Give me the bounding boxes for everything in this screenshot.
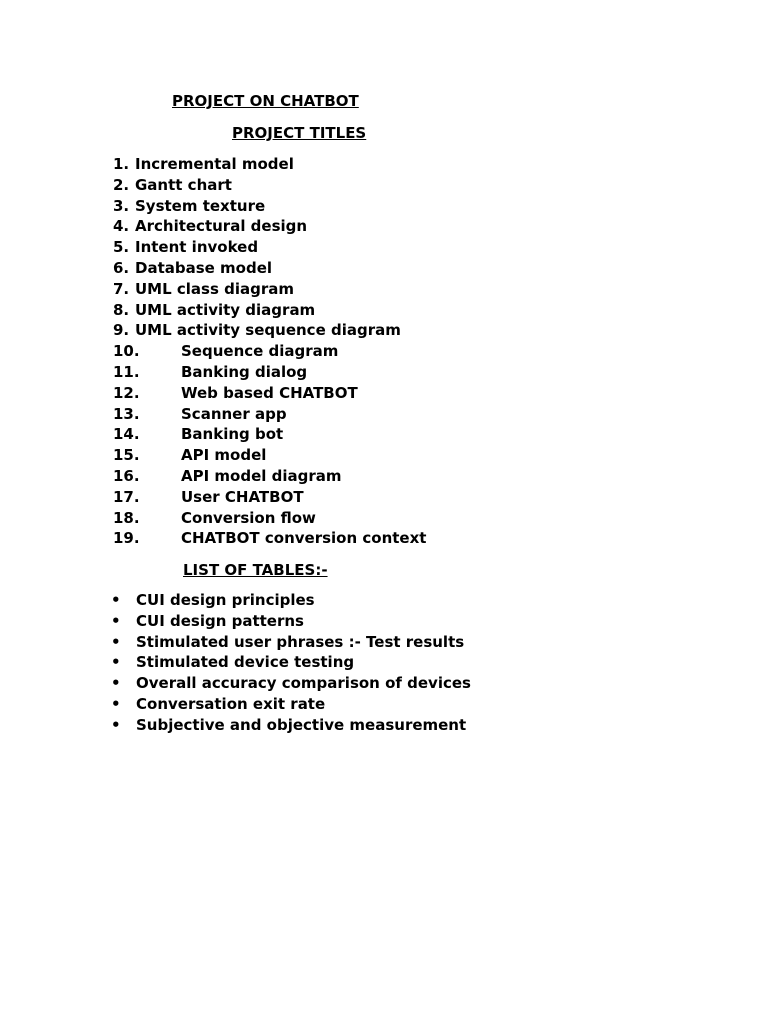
bullet-icon: • [111,611,121,630]
list-item-text: Conversation exit rate [136,694,326,713]
list-item-text: Incremental model [135,155,294,173]
list-item [111,652,471,673]
list-item-number: 6. [113,258,130,277]
list-item-text: Intent invoked [135,238,259,257]
list-item-text: Scanner app [181,404,287,423]
list-item-text: UML activity sequence diagram [135,321,401,340]
list-item [113,154,426,175]
list-item [111,611,471,632]
list-item-number: 9. [113,321,130,340]
list-item-text: UML activity diagram [135,300,316,319]
list-item [113,341,426,362]
bullet-icon: • [111,715,121,734]
list-item [113,362,426,383]
list-item-number: 12. [113,383,140,402]
project-titles-heading: PROJECT TITLES [232,124,367,142]
list-item-number: 14. [113,425,140,444]
document-title: PROJECT ON CHATBOT [172,92,359,110]
list-item [111,590,471,611]
list-item-number: 19. [113,529,140,548]
list-item-number: 1. [113,155,130,173]
list-item-number: 3. [113,196,130,215]
list-item-text: Overall accuracy comparison of devices [136,674,471,693]
list-item-text: API model [181,446,267,465]
list-item-number: 13. [113,404,140,423]
list-item-text: Sequence diagram [181,342,339,361]
list-item-number: 17. [113,487,140,506]
list-item [113,320,426,341]
list-item-text: Gantt chart [135,175,232,194]
list-item-text: API model diagram [181,466,342,485]
list-item [113,424,426,445]
list-item-number: 18. [113,508,140,527]
project-titles-list [113,154,426,549]
list-item-text: Database model [135,258,273,277]
list-item-number: 16. [113,466,140,485]
list-item-number: 8. [113,300,130,319]
list-item-text: UML class diagram [135,279,295,298]
list-item [111,673,471,694]
list-item-text: Architectural design [135,217,308,236]
list-item-text: Subjective and objective measurement [136,715,467,734]
list-item-text: Banking dialog [181,362,308,381]
list-item-text: CHATBOT conversion context [181,529,427,548]
list-item [113,279,426,300]
list-item [113,508,426,529]
list-item-number: 5. [113,238,130,257]
list-item-number: 15. [113,446,140,465]
list-item-number: 10. [113,342,140,361]
list-item-text: User CHATBOT [181,487,304,506]
list-item [113,383,426,404]
list-item [113,445,426,466]
list-item-number: 7. [113,279,130,298]
list-item [113,466,426,487]
list-item [113,528,426,549]
list-item [113,237,426,258]
list-item-number: 2. [113,175,130,194]
tables-list [111,590,471,736]
list-item-text: CUI design principles [136,591,315,609]
list-item [113,300,426,321]
list-item-text: CUI design patterns [136,611,304,630]
list-item [113,175,426,196]
list-of-tables-heading: LIST OF TABLES:- [183,561,328,579]
list-item-text: System texture [135,196,266,215]
list-item [111,715,471,736]
list-item-text: Web based CHATBOT [181,383,358,402]
list-item-number: 4. [113,217,130,236]
list-item-text: Conversion flow [181,508,316,527]
bullet-icon: • [111,632,121,651]
list-item [111,694,471,715]
bullet-icon: • [111,694,121,713]
list-item-number: 11. [113,362,140,381]
list-item [113,216,426,237]
list-item [113,196,426,217]
list-item [111,632,471,653]
list-item [113,258,426,279]
list-item-text: Stimulated device testing [136,653,355,672]
bullet-icon: • [111,653,121,672]
list-item-text: Stimulated user phrases :- Test results [136,632,465,651]
bullet-icon: • [111,591,121,609]
list-item [113,404,426,425]
list-item [113,487,426,508]
list-item-text: Banking bot [181,425,284,444]
bullet-icon: • [111,674,121,693]
